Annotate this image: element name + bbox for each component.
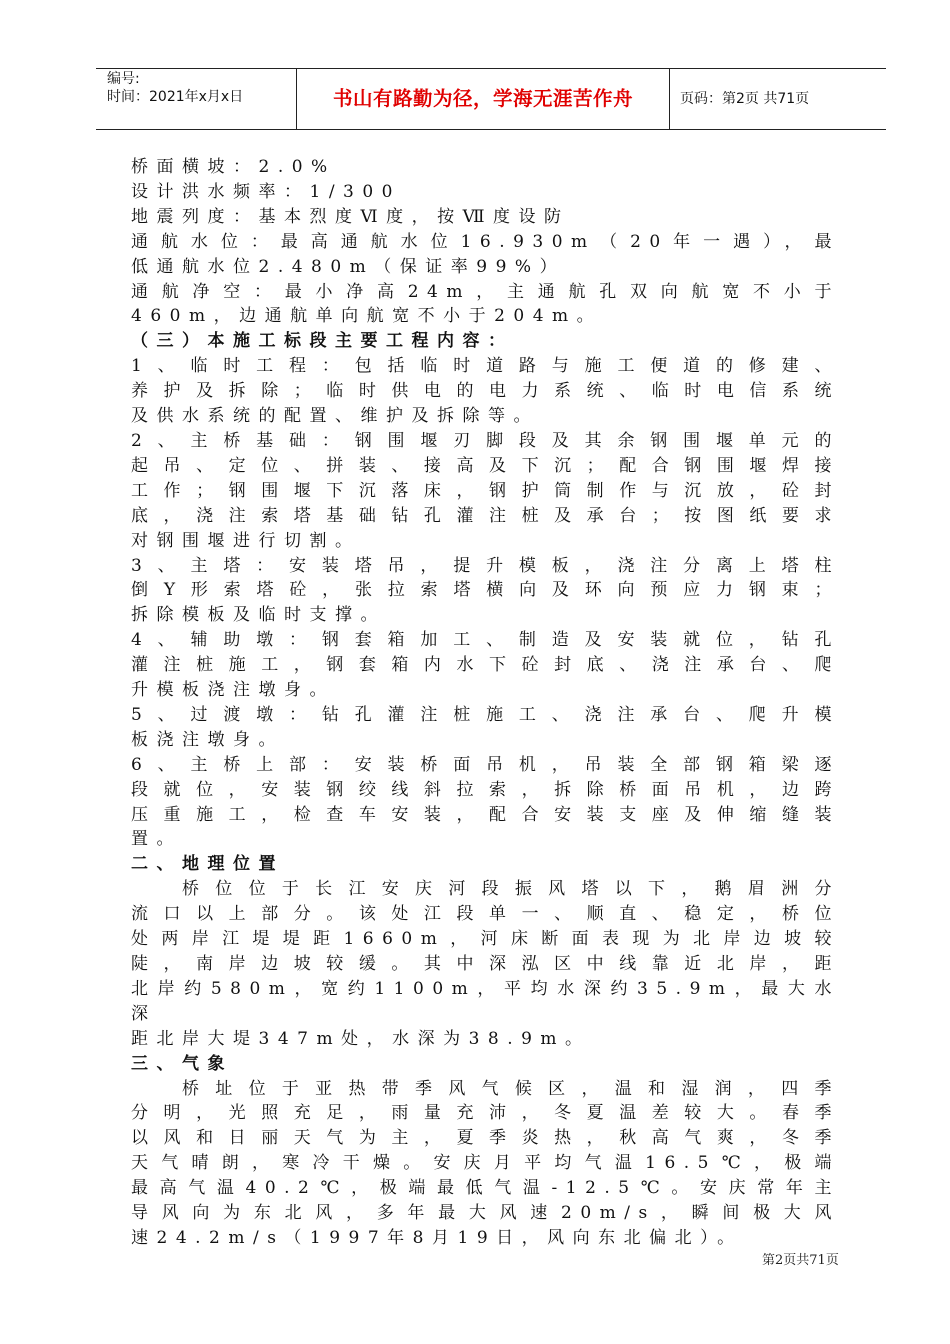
body-line: 倒Y形索塔砼，张拉索塔横向及环向预应力钢束； <box>131 580 840 601</box>
body-line: 压重施工，检查车安装，配合安装支座及伸缩缝装 <box>131 804 840 825</box>
body-line: 最高气温40.2℃，极端最低气温-12.5℃。安庆常年主 <box>131 1178 840 1199</box>
body-line: 置。 <box>131 829 182 850</box>
body-line: 5、过渡墩：钻孔灌注桩施工、浇注承台、爬升模 <box>131 704 840 725</box>
body-line: 地震列度：基本烈度Ⅵ度，按Ⅶ度设防 <box>131 206 570 227</box>
page-header <box>96 68 886 130</box>
body-line: 板浇注墩身。 <box>131 729 284 750</box>
body-line: 拆除模板及临时支撑。 <box>131 605 386 626</box>
body-line: 工作；钢围堰下沉落床，钢护筒制作与沉放，砼封 <box>131 480 840 501</box>
page-footer: 第2页共71页 <box>762 1253 839 1268</box>
body-line: 北岸约580m，宽约1100m，平均水深约35.9m，最大水深 <box>131 978 840 1024</box>
body-line: 底，浇注索塔基础钻孔灌注桩及承台；按图纸要求 <box>131 505 840 526</box>
section-heading: 二、地理位置 <box>131 854 284 875</box>
body-line: 6、主桥上部：安装桥面吊机，吊装全部钢箱梁逐 <box>131 754 840 775</box>
body-line: 起吊、定位、拼装、接高及下沉；配合钢围堰焊接 <box>131 455 840 476</box>
body-line: 处两岸江堤堤距1660m，河床断面表现为北岸边坡较 <box>131 929 840 950</box>
body-line: 1、临时工程：包括临时道路与施工便道的修建、 <box>131 356 840 377</box>
document-time-label: 时间：2021年x月x日 <box>107 89 244 105</box>
section-heading: 三、气象 <box>131 1053 233 1074</box>
document-body <box>131 155 840 1251</box>
body-line: 距北岸大堤347m处，水深为38.9m。 <box>131 1028 591 1049</box>
body-line: 升模板浇注墩身。 <box>131 680 335 701</box>
body-line: 流口以上部分。该处江段单一、顺直、稳定，桥位 <box>131 904 840 925</box>
section-heading: （三）本施工标段主要工程内容： <box>131 331 514 352</box>
body-line: 通航净空：最小净高24m，主通航孔双向航宽不小于 <box>131 281 840 302</box>
body-line: 桥位位于长江安庆河段振风塔以下，鹅眉洲分 <box>182 879 840 900</box>
body-line: 及供水系统的配置、维护及拆除等。 <box>131 406 539 427</box>
body-line: 段就位，安装钢绞线斜拉索，拆除桥面吊机，边跨 <box>131 779 840 800</box>
body-line: 低通航水位2.480m（保证率99%） <box>131 256 566 277</box>
body-line: 通航水位：最高通航水位16.930m（20年一遇），最 <box>131 231 840 252</box>
body-line: 天气晴朗，寒冷干燥。安庆月平均气温16.5℃，极端 <box>131 1153 840 1174</box>
body-line: 导风向为东北风，多年最大风速20m/s，瞬间极大风 <box>131 1203 840 1224</box>
body-line: 桥面横坡：2.0% <box>131 157 336 177</box>
body-line: 分明，光照充足，雨量充沛，冬夏温差较大。春季 <box>131 1103 840 1124</box>
body-line: 3、主塔：安装塔吊，提升模板，浇注分离上塔柱 <box>131 555 840 576</box>
header-page-number: 页码：第2页 共71页 <box>680 91 810 107</box>
body-line: 对钢围堰进行切割。 <box>131 530 361 551</box>
body-line: 以风和日丽天气为主，夏季炎热，秋高气爽，冬季 <box>131 1128 840 1149</box>
header-motto: 书山有路勤为径，学海无涯苦作舟 <box>297 69 670 129</box>
body-line: 设计洪水频率：1/300 <box>131 181 401 202</box>
body-line: 桥址位于亚热带季风气候区，温和湿润，四季 <box>182 1078 840 1099</box>
body-line: 4、辅助墩：钢套箱加工、制造及安装就位，钻孔 <box>131 630 840 651</box>
body-line: 灌注桩施工，钢套箱内水下砼封底、浇注承台、爬 <box>131 655 840 676</box>
body-line: 460m，边通航单向航宽不小于204m。 <box>131 306 603 327</box>
body-line: 2、主桥基础：钢围堰刃脚段及其余钢围堰单元的 <box>131 430 840 451</box>
body-line: 陡，南岸边坡较缓。其中深泓区中线靠近北岸，距 <box>131 954 840 974</box>
body-line: 速24.2m/s（1997年8月19日，风向东北偏北）。 <box>131 1227 743 1248</box>
header-meta-cell <box>96 69 297 129</box>
body-line: 养护及拆除；临时供电的电力系统、临时电信系统 <box>131 381 840 402</box>
document-number-label: 编号: <box>107 71 140 87</box>
